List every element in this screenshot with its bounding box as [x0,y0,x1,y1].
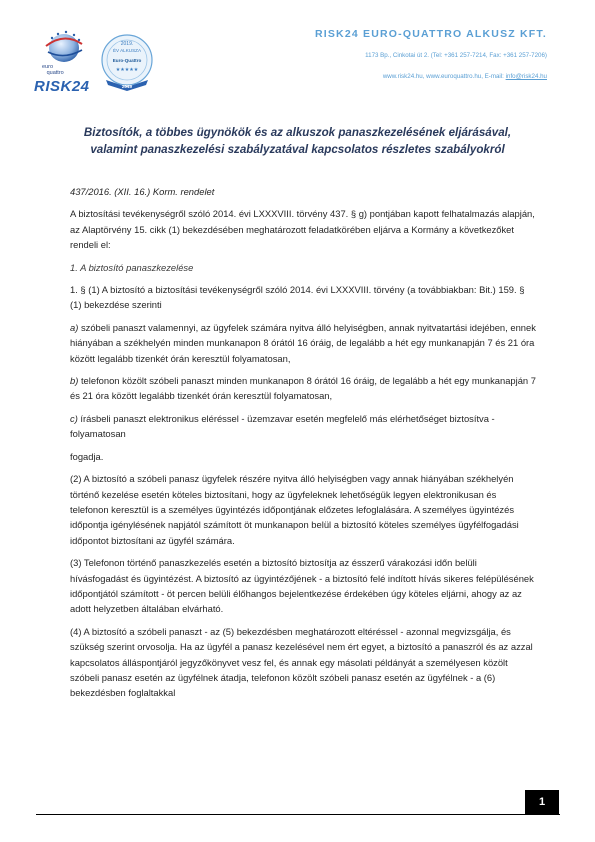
risk24-logo [32,22,100,102]
item-a-text: szóbeli panaszt valamennyi, az ügyfelek számára nyitva álló helyiségben, annak nyitvatartási idejében, ennek hiányában a székhelyén minden munkanapon 8 órától 16 óráig, de legalább a hét egy munkanapján 7 és 21 óra között legalább tizenkét órán keresztül folyamatosan, [70,321,536,364]
page-number: 1 [525,790,559,814]
award-year-top: 2019. [120,41,134,47]
award-year-bottom: 2019 [121,84,133,89]
logo-brand: RISK24 [34,78,90,95]
item-c-text: írásbeli panaszt elektronikus eléréssel - üzemzavar esetén megfelelő más elérhetőséget biztosítva - folyamatosan [70,412,495,440]
intro-paragraph: A biztosítási tevékenységről szóló 2014. évi LXXXVIII. törvény 437. § g) pontjában kapott felhatalmazás alapján, az Alaptörvény 15. cikk (1) bekezdésében meghatározott feladatkörében eljárva a Kormány a következőket rendeli el: [70,208,535,251]
paragraph-1: 1. § (1) A biztosító a biztosítási tevékenységről szóló 2014. évi LXXXVIII. törvény (a továbbiakban: Bit.) 159. § (1) bekezdése szerinti [70,284,525,311]
fogadja-line: fogadja. [70,450,104,462]
item-a-label: a) [70,321,79,333]
web-links[interactable]: www.risk24.hu, www.euroquattro.hu, E-mail: [382,73,506,80]
paragraph-2: (2) A biztosító a szóbeli panasz ügyfelek részére nyitva álló helyiségben vagy annak hiányában székhelyén történő kezelése esetén köteles biztosítani, hogy az ügyfeleknek lehetőségük legyen elektronikusan és telefonon keresztül is a személyes ügyintézés időpontjának előzetes lefoglalására. A személyes ügyintézés időpontja igénylésének napjától számított öt munkanapon belül a biztosító köteles személyes ügyfélfogadási időpontot biztosítani az ügyfél számára. [70,473,519,546]
footer-rule [36,814,560,815]
award-badge-icon [100,30,154,92]
logo-text-top: euro [42,64,54,70]
item-b-label: b) [70,375,79,387]
decree-reference: 437/2016. (XII. 16.) Korm. rendelet [70,186,215,197]
globe-icon [42,26,86,66]
item-b [70,373,536,404]
company-name: RISK24 EURO-QUATTRO ALKUSZ KFT. [314,28,547,40]
award-line2: Euro-Quattro [112,58,142,63]
document-title: Biztosítók, a többes ügynökök és az alkuszok panaszkezelésének eljárásával, valamint panaszkezelési szabályzatával kapcsolatos részletes szabályokról [83,126,512,156]
item-c [70,411,536,442]
document-body [70,184,536,708]
item-b-text: telefonon közölt szóbeli panaszt minden munkanapon 8 órától 16 óráig, de legalább a hét egy munkanapján 7 és 21 óra között legalább tizenkét órán keresztül folyamatosan, [70,375,536,402]
paragraph-4: (4) A biztosító a szóbeli panaszt - az (5) bekezdésben meghatározott eltéréssel - azonnal megvizsgálja, és szükség szerint orvosolja. Ha az ügyfél a panasz kezelésével nem ért egyet, a biztosító a panaszról és az azzal kapcsolatos álláspontjáról jegyzőkönyvet vesz fel, és annak egy másolati példányát a személyesen közölt szóbeli panasz esetén az ügyfélnek átadja, telefonon közölt szóbeli panasz esetén az ügyfélnek - a (6) bekezdésben foglaltakkal [70,625,533,699]
item-c-label: c) [70,412,78,424]
svg-text:★★★★★: ★★★★★ [115,67,139,73]
item-a [70,320,536,366]
award-line1: ÉV ALKUSZA [112,48,142,53]
email-link[interactable]: info@risk24.hu [505,73,547,80]
company-address: 1173 Bp., Cinkotai út 2. (Tel: +361 257-7214, Fax: +361 257-7206) [365,52,547,59]
paragraph-3: (3) Telefonon történő panaszkezelés esetén a biztosító biztosítja az ésszerű várakozási időn belüli hívásfogadást és ügyintézést. A biztosító az ügyintézőjének - a biztosító felé indított hívás sikeres felépülésének időpontjától számított - öt percen belüli élőhangos bejelentkezése érdekében úgy köteles eljárni, ahogy az az adott helyzetben általában elvárható. [70,557,534,615]
logo-text-bottom: quattro [46,70,64,76]
section-heading: 1. A biztosító panaszkezelése [70,261,194,273]
logo-subtitle [42,64,64,76]
company-web [247,73,547,80]
